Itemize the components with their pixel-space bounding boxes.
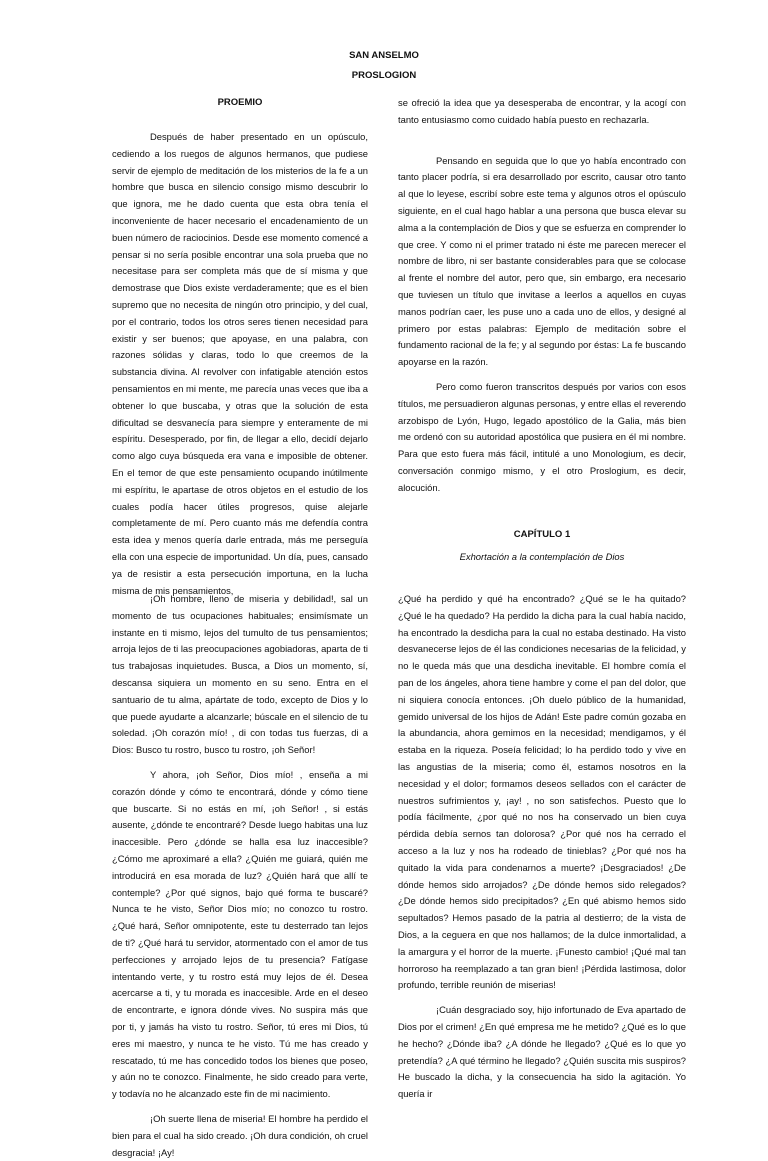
paragraph: Pero como fueron transcritos después por varios con esos títulos, me persuadieron algunas personas, y entre ellas el reverendo arzobispo de Lyón, Hugo, legado apostólico de la Galia, más bien me ordenó con su autoridad apostólica que pusiera en él mi nombre. Para que esto fuera más fácil, intitulé a uno Monologium, es decir, conversación conmigo mismo, y el otro Proslogium, es decir, alocución. [398,380,686,493]
author-name: SAN ANSELMO [349,50,419,61]
chapter-subtitle: Exhortación a la contemplación de Dios [459,550,625,562]
paragraph: Y ahora, ¡oh Señor, Dios mío! , enseña a mi corazón dónde y cómo te encontrará, dónde y cómo tiene que buscarte. Si no estás en mí, ¡oh Señor! , si estás ausente, ¿dónde te encontraré? Desde luego habitas una luz inaccesible. Pero ¿dónde se halla esa luz inaccesible? ¿Cómo me aproximaré a ella? ¿Quién me guiará, quién me introducirá en esa morada de luz? ¿Quién hará que allí te contemple? ¿Por qué signos, bajo qué forma te buscaré? Nunca te he visto, Señor Dios mío; no conozco tu rostro. ¿Qué hará, Señor omnipotente, este tu desterrado tan lejos de ti? ¿Qué hará tu servidor, atormentado con el amor de tus perfecciones y arrojado lejos de tu presencia? Fatígase intentando verte, y tu rostro está muy lejos de él. Desea acercarse a ti, y tu morada es inaccesible. Arde en el deseo de encontrarte, e ignora dónde vives. No suspira más que por ti, y jamás ha visto tu rostro. Señor, tú eres mi Dios, tú eres mi maestro, y nunca te he visto. Tú me has creado y rescatado, tú me has concedido todos los bienes que poseo, y aún no te conozco. Finalmente, he sido creado para verte, y todavía no he alcanzado este fin de mi nacimiento. [112,768,368,1100]
paragraph: ¿Qué ha perdido y qué ha encontrado? ¿Qué se le ha quitado? ¿Qué le ha quedado? Ha perdido la dicha para la cual había nacido, ha encontrado la desdicha para la cual no estaba destinado. Ha visto desvanecerse lejos de él las condiciones necesarias de la felicidad, y no le queda más que una desdicha inevitable. El hombre comía el pan de los ángeles, ahora tiene hambre y come el pan del dolor, que ni siquiera conocía entonces. ¡Oh duelo público de la humanidad, gemido universal de los hijos de Adán! Este padre común gozaba en la abundancia, ahora gemimos en la necesidad; mendigamos, y él estaba en la riqueza. Poseía felicidad; lo ha perdido todo y vive en las angustias de la miseria; como él, estamos nosotros en la necesidad y el dolor; formamos deseos sellados con el carácter de nuestros sufrimientos y, ¡ay! , no son satisfechos. Puesto que lo podía fácilmente, ¿por qué no nos ha conservado un bien cuya pérdida debía sernos tan dolorosa? ¿Por qué nos ha cerrado el acceso a la luz y nos ha rodeado de tinieblas? ¿Por qué nos ha quitado la vida para condenarnos a muerte? ¡Desgraciados! ¿De dónde hemos sido arrojados? ¿De dónde hemos sido relegados? ¿De dónde hemos sido precipitados? ¿En qué abismo hemos sido sepultados? Hemos pasado de la patria al destierro; de la vista de Dios, a la ceguera en que nos hallamos; de la dulce inmortalidad, a la amargura y el horror de la muerte. ¡Funesto cambio! ¡Qué mal tan horroroso ha reemplazado a tan gran bien! ¡Pérdida lastimosa, dolor profundo, terrible reunión de miserias! [398,593,686,991]
document-title: PROSLOGION [351,70,417,81]
paragraph: Pensando en seguida que lo que yo había encontrado con tanto placer podría, si era desarrollado por escrito, causar otro tanto al que lo leyese, escribí sobre este tema y algunos otros el opúsculo siguiente, en el cual hago hablar a una persona que busca elevar su alma a la contemplación de Dios y que se esfuerza en comprender lo que cree. Y como ni el primer tratado ni éste me parecen merecer el nombre de libro, ni ser bastante considerables para que se colocase al frente el nombre del autor, pero que, sin embargo, era necesario que tuviesen un título que invitase a leerlos a aquellos en cuyas manos podrían caer, les puse uno a cada uno de ellos, y designé al primero por estas palabras: Ejemplo de meditación sobre el fundamento racional de la fe; y al segundo por éstas: La fe buscando apoyarse en la razón. [398,154,686,368]
paragraph: ¡Oh hombre, lleno de miseria y debilidad!, sal un momento de tus ocupaciones habituales; ensimísmate un instante en ti mismo, lejos del tumulto de tus pensamientos; arroja lejos de ti las preocupaciones agobiadoras, aparta de ti tus trabajosas inquietudes. Busca, a Dios un momento, sí, descansa siquiera un momento en su seno. Entra en el santuario de tu alma, apártate de todo, excepto de Dios y lo que puede ayudarte a alcanzarle; búscale en el silencio de tu soledad. ¡Oh corazón mío! , di con todas tus fuerzas, di a Dios: Busco tu rostro, busco tu rostro, ¡oh Señor! [112,593,368,756]
paragraph: se ofreció la idea que ya desesperaba de encontrar, y la acogí con tanto entusiasmo como cuidado había puesto en rechazarla. [398,97,686,125]
column-chapter-right [398,591,686,1100]
column-chapter-left [112,591,368,1158]
section-heading-proemio: PROEMIO [217,97,263,108]
chapter-heading: CAPÍTULO 1 [513,528,571,540]
paragraph: ¡Oh suerte llena de miseria! El hombre ha perdido el bien para el cual ha sido creado. ¡Oh dura condición, oh cruel desgracia! ¡Ay! [112,1112,368,1158]
paragraph: ¡Cuán desgraciado soy, hijo infortunado de Eva apartado de Dios por el crimen! ¿En qué empresa me he metido? ¿Qué es lo que he hecho? ¿Dónde iba? ¿A dónde he llegado? ¿Qué es lo que yo pretendía? ¿A qué término he llegado? ¿Quién suscita mis suspiros? He buscado la dicha, y la consecuencia ha sido la agitación. Yo quería ir [398,1004,686,1100]
paragraph: Después de haber presentado en un opúsculo, cediendo a los ruegos de algunos hermanos, que pudiese servir de ejemplo de meditación de los misterios de la fe a un hombre que busca en silencio consigo mismo descubrir lo que ignora, me he dado cuenta que esta obra tenía el inconveniente de hacer necesario el encadenamiento de un buen número de raciocinios. Desde ese momento comencé a pensar si no sería posible encontrar una sola prueba que no necesitase para ser completa más que de sí misma y que demostrase que Dios existe verdaderamente; que es el bien supremo que no necesita de ningún otro principio, y del cual, por el contrario, todos los otros seres tienen necesidad para existir y ser buenos; que apoyase, en una palabra, con razones sólidas y claras, todo lo que creemos de la substancia divina. Al revolver con infatigable atención estos pensamientos en mi mente, me parecía unas veces que iba a obtener lo que buscaba, y otras que la solución de esta dificultad se desvanecía para siempre y enteramente de mi espíritu. Desesperado, por fin, de llegar a ello, decidí dejarlo como algo cuya búsqueda era vana e imposible de obtener. En el temor de que este pensamiento ocupando inútilmente mi espíritu, le apartase de otros objetos en el estudio de los cuales podía hacer útiles progresos, quise alejarle completamente de mí. Pero cuanto más me defendía contra esta idea y menos quería darle entrada, más me perseguía ella con una especie de importunidad. Un día, pues, cansado ya de resistir a esta persecución importuna, en la lucha misma de mis pensamientos, [112,131,368,596]
column-proemio-right [398,95,686,562]
column-proemio-left [112,95,368,596]
document-header [0,46,768,86]
